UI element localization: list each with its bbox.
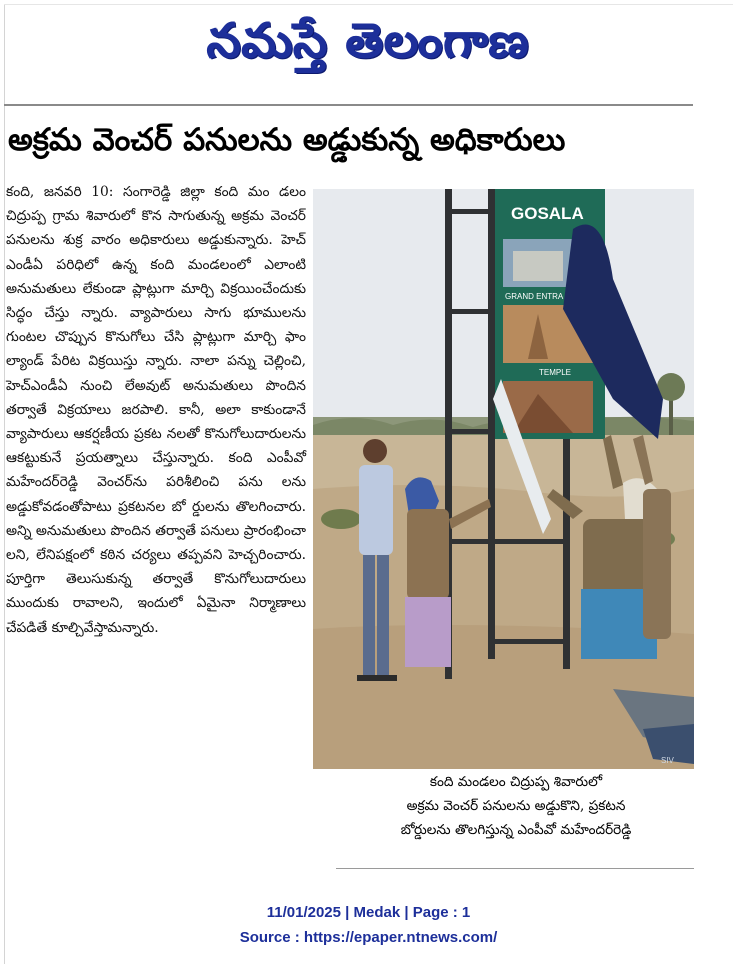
photo-caption xyxy=(336,770,696,842)
caption-line-2: అక్రమ వెంచర్‌ పనులను అడ్డుకొని, ప్రకటన xyxy=(406,798,626,814)
caption-divider xyxy=(336,868,694,869)
page-border-top xyxy=(4,4,733,5)
svg-text:SIV: SIV xyxy=(661,756,674,765)
news-photo-illustration xyxy=(313,189,694,769)
article-headline: అక్రమ వెంచర్‌ పనులను అడ్డుకున్న అధికారులు xyxy=(8,122,566,158)
masthead-title: నమస్తే తెలంగాణ xyxy=(207,13,530,69)
footer-source-link[interactable]: Source : https://epaper.ntnews.com/ xyxy=(239,929,498,946)
footer-date-edition-page: 11/01/2025 | Medak | Page : 1 xyxy=(266,904,471,921)
article-body-column xyxy=(6,180,306,640)
news-photo xyxy=(313,189,694,769)
masthead-divider xyxy=(4,104,693,106)
newspaper-masthead xyxy=(0,8,737,74)
article-body: కంది, జనవరి 10: సంగారెడ్డి జిల్లా కంది మం డలం చిద్రుప్ప గ్రామ శివారులో కొన సాగుతున్న అక్రమ వెంచర్‌ పనులను శుక్ర వారం అధికారులు అడ్డుకున్నారు. హెచ్‌ ఎండీఏ పరిధిలో ఉన్న కంది మండలంలో ఎలాంటి అనుమతులు లేకుండా ప్లాట్లుగా మార్చి విక్రయించేందుకు సిద్ధం చేస్తు న్నారు. వ్యాపారులు సాగు భూములను గుంటల చొప్పున కొనుగోలు చేసి ప్లాట్లుగా మార్చి ఫాం ల్యాండ్‌ పేరిట విక్రయిస్తు న్నారు. నాలా పన్ను చెల్లించి, హెచ్‌ఎండీఏ నుంచి లేఅవుట్‌ అనుమతులు పొందిన తర్వాతే విక్రయాలు జరపాలి. కానీ, అలా కాకుండానే వ్యాపారులు ఆకర్షణీయ ప్రకట నలతో కొనుగోలుదారులను ఆకట్టుకునే ప్రయత్నాలు చేస్తున్నారు. కంది ఎంపీవో మహేందర్‌రెడ్డి వెంచర్‌ను పరిశీలించి పను లను అడ్డుకోవడంతోపాటు ప్రకటనల బో ర్డులను తొలగించారు. అన్ని అనుమతులు పొందిన తర్వాతే పనులు ప్రారంభించా లని, లేనిపక్షంలో కఠిన చర్యలు తప్పవని హెచ్చరించారు. పూర్తిగా తెలుసుకున్న తర్వాతే కొనుగోలుదారులు ముందుకు రావాలని, ఇందులో ఏమైనా నిర్మాణాలు చేపడితే కూల్చివేస్తామన్నారు. xyxy=(6,184,306,636)
sign-panel-text-2: TEMPLE xyxy=(539,368,572,377)
sign-panel-text-1: GRAND ENTRA xyxy=(505,292,564,301)
caption-line-3: బోర్డులను తొలగిస్తున్న ఎంపీవో మహేందర్‌రెడ్డి xyxy=(400,822,632,838)
sign-title-text: GOSALA xyxy=(511,204,584,223)
caption-line-1: కంది మండలం చిద్రుప్ప శివారులో xyxy=(429,774,603,790)
